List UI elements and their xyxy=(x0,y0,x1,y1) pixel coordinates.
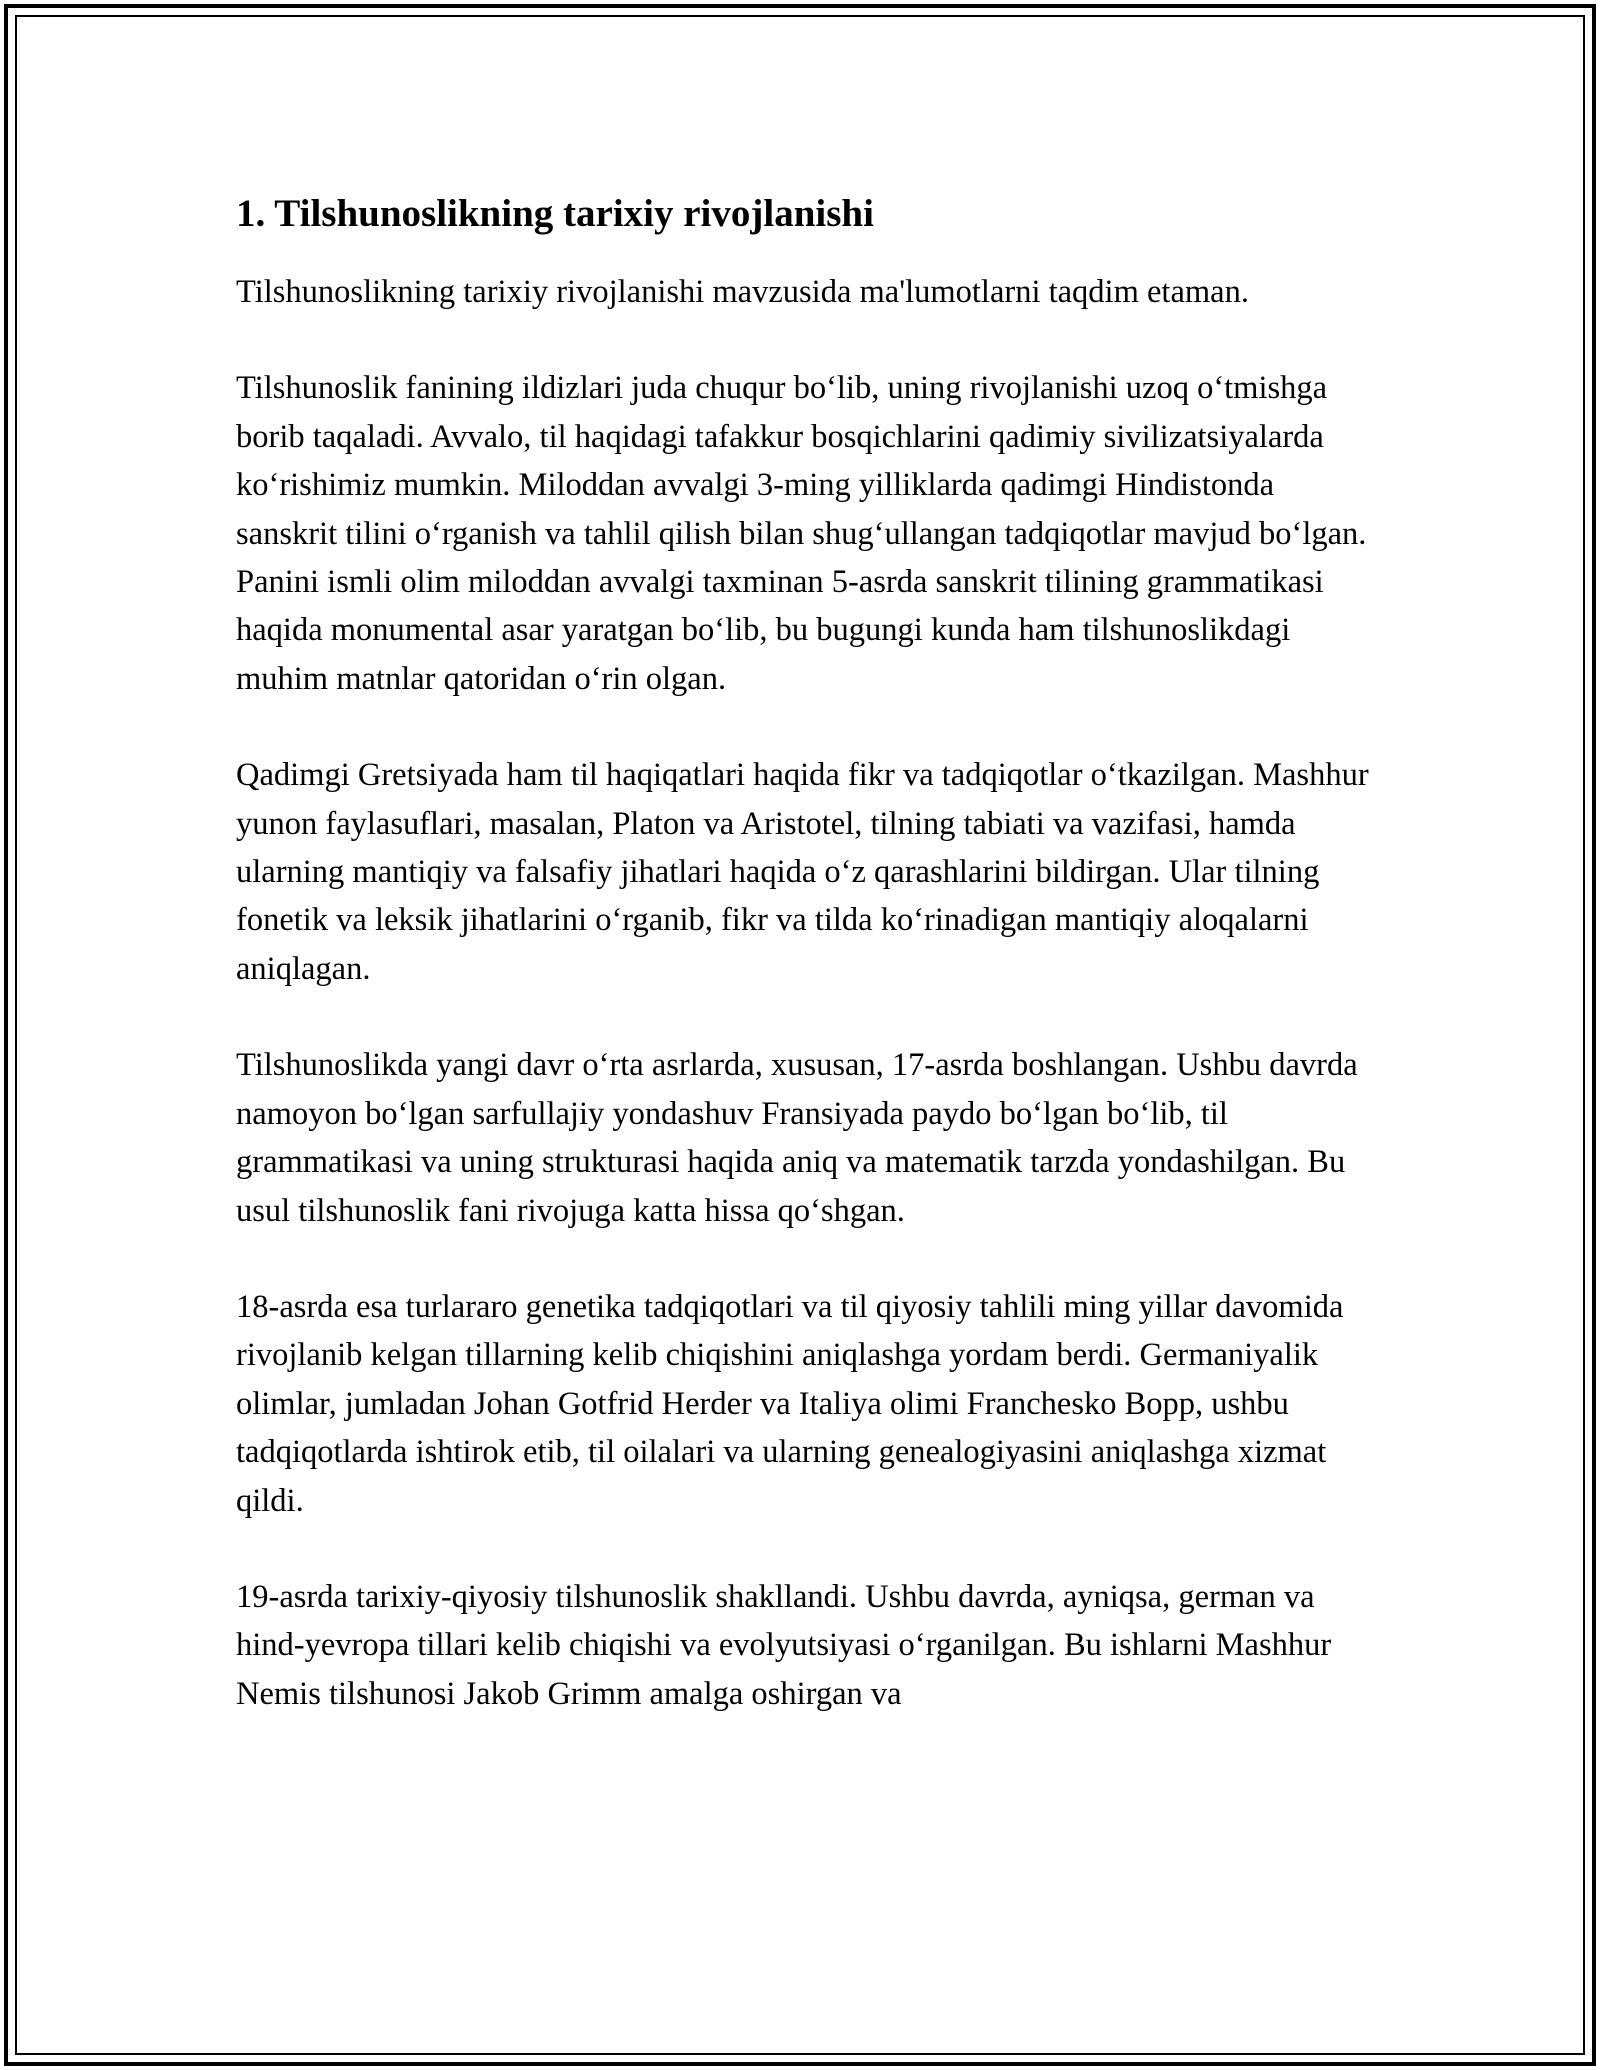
paragraph-intro: Tilshunoslikning tarixiy rivojlanishi mavzusida ma'lumotlarni taqdim etaman. xyxy=(236,274,1249,310)
paragraph-ancient-greece: Qadimgi Gretsiyada ham til haqiqatlari haqida fikr va tadqiqotlar o‘tkazilgan. Mashhur yunon faylasuflari, masalan, Platon va Aristotel, tilning tabiati va vazifasi, hamda ularning mantiqiy va falsafiy jihatlari haqida o‘z qarashlarini bildirgan. Ular tilning fonetik va leksik jihatlarini o‘rganib, fikr va tilda ko‘rinadigan mantiqiy aloqalarni aniqlagan. xyxy=(236,757,1369,987)
paragraph-18th-century: 18-asrda esa turlararo genetika tadqiqotlari va til qiyosiy tahlili ming yillar davomida rivojlanib kelgan tillarning kelib chiqishini aniqlashga yordam berdi. Germaniyalik olimlar, jumladan Johan Gotfrid Herder va Italiya olimi Franchesko Bopp, ushbu tadqiqotlarda ishtirok etib, til oilalari va ularning genealogiyasini aniqlashga xizmat qildi. xyxy=(236,1288,1344,1519)
paragraph-ancient-india: Tilshunoslik fanining ildizlari juda chuqur bo‘lib, uning rivojlanishi uzoq o‘tmishga borib taqaladi. Avvalo, til haqidagi tafakkur bosqichlarini qadimiy sivilizatsiyalarda ko‘rishimiz mumkin. Miloddan avvalgi 3-ming yilliklarda qadimgi Hindistonda sanskrit tilini o‘rganish va tahlil qilish bilan shug‘ullangan tadqiqotlar mavjud bo‘lgan. Panini ismli olim miloddan avvalgi taxminan 5-asrda sanskrit tilining grammatikasi haqida monumental asar yaratgan bo‘lib, bu bugungi kunda ham tilshunoslikdagi muhim matnlar qatoridan o‘rin olgan. xyxy=(236,370,1367,697)
paragraph-17th-century: Tilshunoslikda yangi davr o‘rta asrlarda, xususan, 17-asrda boshlangan. Ushbu davrda namoyon bo‘lgan sarfullajiy yondashuv Fransiyada paydo bo‘lgan bo‘lib, til grammatikasi va uning strukturasi haqida aniq va matematik tarzda yondashilgan. Bu usul tilshunoslik fani rivojuga katta hissa qo‘shgan. xyxy=(236,1047,1358,1229)
section-heading: 1. Tilshunoslikning tarixiy rivojlanishi xyxy=(236,192,874,235)
paragraph-19th-century: 19-asrda tarixiy-qiyosiy tilshunoslik shakllandi. Ushbu davrda, ayniqsa, german va hind-yevropa tillari kelib chiqishi va evolyutsiyasi o‘rganilgan. Bu ishlarni Mashhur Nemis tilshunosi Jakob Grimm amalga oshirgan va xyxy=(236,1578,1332,1712)
document-body xyxy=(236,188,1376,1766)
